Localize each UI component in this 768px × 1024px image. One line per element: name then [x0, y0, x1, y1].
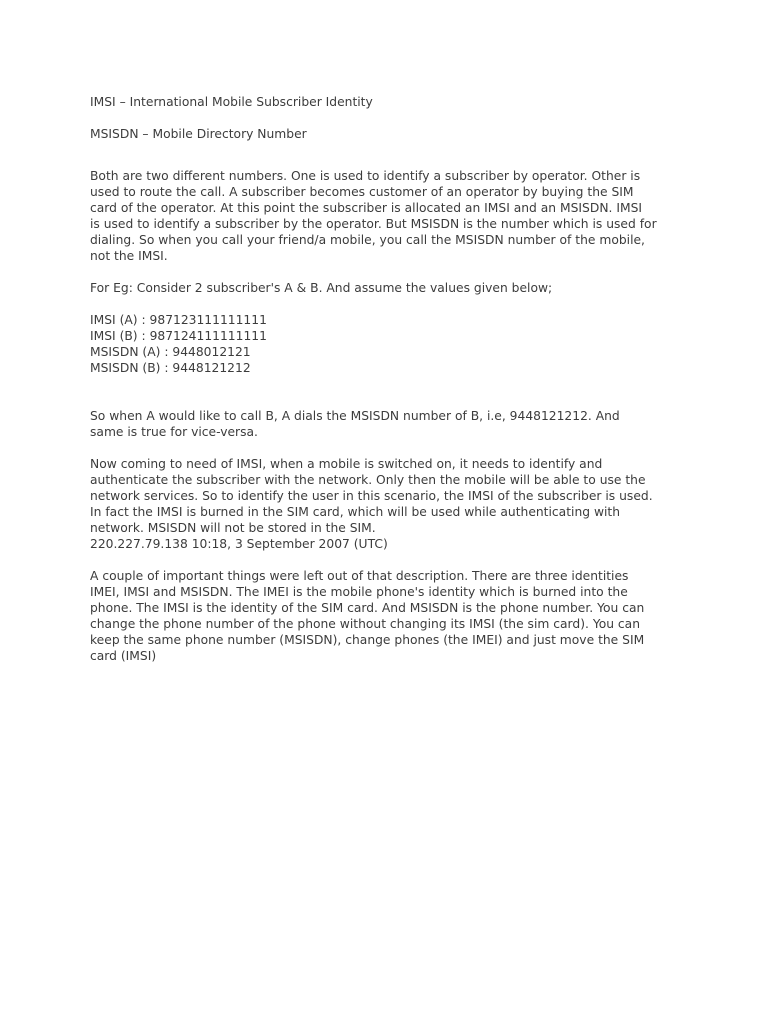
- paragraph-line: In fact the IMSI is burned in the SIM card, which will be used while authenticating with: [90, 505, 621, 519]
- paragraph-line: network. MSISDN will not be stored in the SIM.: [90, 521, 376, 535]
- paragraph-identities: [90, 568, 728, 664]
- paragraph-line: A couple of important things were left out of that description. There are three identities: [90, 569, 629, 583]
- example-intro: For Eg: Consider 2 subscriber's A & B. And assume the values given below;: [90, 281, 553, 295]
- paragraph-line: network services. So to identify the user in this scenario, the IMSI of the subscriber is used.: [90, 489, 653, 503]
- paragraph-line: card (IMSI): [90, 649, 157, 663]
- paragraph-explanation: [90, 168, 728, 264]
- spacer: [90, 142, 728, 168]
- spacer: [90, 440, 728, 456]
- paragraph-line: keep the same phone number (MSISDN), change phones (the IMEI) and just move the SIM: [90, 633, 645, 647]
- paragraph-line: card of the operator. At this point the subscriber is allocated an IMSI and an MSISDN. IMSI: [90, 201, 643, 215]
- paragraph-line: same is true for vice-versa.: [90, 425, 258, 439]
- spacer: [90, 296, 728, 312]
- paragraph-line: is used to identify a subscriber by the operator. But MSISDN is the number which is used for: [90, 217, 657, 231]
- paragraph-line: phone. The IMSI is the identity of the SIM card. And MSISDN is the phone number. You can: [90, 601, 645, 615]
- example-values: [90, 312, 728, 376]
- definition-msisdn: MSISDN – Mobile Directory Number: [90, 127, 307, 141]
- value-line: MSISDN (A) : 9448012121: [90, 345, 251, 359]
- spacer: [90, 552, 728, 568]
- spacer: [90, 376, 728, 402]
- value-line: IMSI (A) : 987123111111111: [90, 313, 267, 327]
- paragraph-line: So when A would like to call B, A dials the MSISDN number of B, i.e, 9448121212. And: [90, 409, 620, 423]
- paragraph-line: change the phone number of the phone without changing its IMSI (the sim card). You can: [90, 617, 641, 631]
- spacer: [90, 264, 728, 280]
- value-line: MSISDN (B) : 9448121212: [90, 361, 251, 375]
- signature: 220.227.79.138 10:18, 3 September 2007 (UTC): [90, 537, 388, 551]
- paragraph-call-example: [90, 408, 728, 440]
- paragraph-line: Now coming to need of IMSI, when a mobile is switched on, it needs to identify and: [90, 457, 603, 471]
- paragraph-line: not the IMSI.: [90, 249, 168, 263]
- paragraph-line: IMEI, IMSI and MSISDN. The IMEI is the mobile phone's identity which is burned into the: [90, 585, 628, 599]
- paragraph-line: authenticate the subscriber with the network. Only then the mobile will be able to use the: [90, 473, 646, 487]
- paragraph-line: dialing. So when you call your friend/a mobile, you call the MSISDN number of the mobile,: [90, 233, 645, 247]
- definition-imsi: IMSI – International Mobile Subscriber Identity: [90, 95, 373, 109]
- value-line: IMSI (B) : 987124111111111: [90, 329, 267, 343]
- spacer: [90, 110, 728, 126]
- paragraph-line: used to route the call. A subscriber becomes customer of an operator by buying the SIM: [90, 185, 634, 199]
- paragraph-imsi-need: [90, 456, 728, 552]
- paragraph-line: Both are two different numbers. One is used to identify a subscriber by operator. Other is: [90, 169, 641, 183]
